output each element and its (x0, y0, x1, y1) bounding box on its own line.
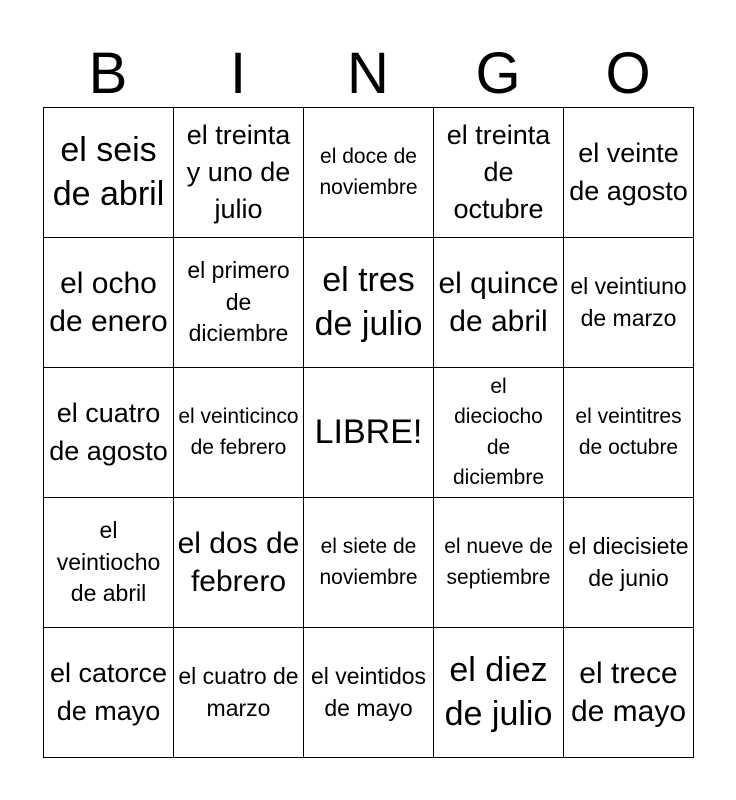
cell-text: el catorce de mayo (49, 658, 168, 726)
cell-text: el diecisiete de junio (568, 532, 689, 591)
bingo-cell[interactable] (44, 108, 174, 238)
cell-text: el veintiuno de marzo (570, 272, 687, 331)
cell-text: el trece de mayo (570, 656, 687, 728)
cell-text: el seis de abril (52, 130, 165, 213)
bingo-cell[interactable] (44, 498, 174, 628)
cell-text: el tres de julio (314, 260, 423, 343)
cell-text: el cuatro de marzo (178, 662, 299, 721)
cell-text: el dieciocho de diciembre (452, 374, 545, 489)
cell-text: el cuatro de agosto (49, 398, 168, 466)
bingo-header (43, 40, 693, 108)
bingo-cell[interactable] (174, 238, 304, 368)
header-letter-i: I (229, 41, 247, 106)
bingo-cell[interactable] (434, 238, 564, 368)
cell-text: el veinticinco de febrero (178, 405, 299, 459)
bingo-cell[interactable] (304, 498, 434, 628)
bingo-cell[interactable] (174, 498, 304, 628)
bingo-cell[interactable] (564, 498, 694, 628)
bingo-cell[interactable] (434, 368, 564, 498)
cell-text: el veintidos de mayo (310, 662, 427, 721)
bingo-cell[interactable] (564, 108, 694, 238)
bingo-cell[interactable] (174, 368, 304, 498)
header-letter-g: G (475, 41, 521, 106)
cell-text: el treinta de octubre (446, 119, 551, 225)
cell-text: el primero de diciembre (187, 256, 290, 347)
cell-text: el diez de julio (444, 650, 553, 733)
header-letter-b: B (88, 41, 128, 106)
cell-text: el doce de noviembre (319, 145, 418, 199)
header-letter-n: N (347, 41, 389, 106)
bingo-cell[interactable] (434, 498, 564, 628)
cell-text: el veintiocho de abril (56, 516, 161, 607)
free-space[interactable] (304, 368, 434, 498)
bingo-cell[interactable] (304, 628, 434, 758)
bingo-cell[interactable] (304, 238, 434, 368)
bingo-cell[interactable] (434, 108, 564, 238)
bingo-cell[interactable] (174, 108, 304, 238)
cell-text: LIBRE! (314, 412, 423, 451)
bingo-grid (43, 107, 694, 758)
bingo-cell[interactable] (304, 108, 434, 238)
cell-text: el veintitres de octubre (575, 405, 682, 459)
bingo-cell[interactable] (174, 628, 304, 758)
cell-text: el dos de febrero (177, 526, 300, 598)
bingo-cell[interactable] (564, 238, 694, 368)
bingo-cell[interactable] (564, 628, 694, 758)
cell-text: el nueve de septiembre (444, 535, 553, 589)
cell-text: el ocho de enero (49, 266, 168, 338)
bingo-cell[interactable] (434, 628, 564, 758)
cell-text: el treinta y uno de julio (186, 119, 291, 225)
cell-text: el siete de noviembre (319, 535, 418, 589)
header-letter-o: O (605, 41, 651, 106)
bingo-cell[interactable] (44, 238, 174, 368)
bingo-cell[interactable] (44, 628, 174, 758)
cell-text: el quince de abril (438, 266, 559, 338)
bingo-cell[interactable] (564, 368, 694, 498)
bingo-cell[interactable] (44, 368, 174, 498)
cell-text: el veinte de agosto (569, 138, 688, 206)
